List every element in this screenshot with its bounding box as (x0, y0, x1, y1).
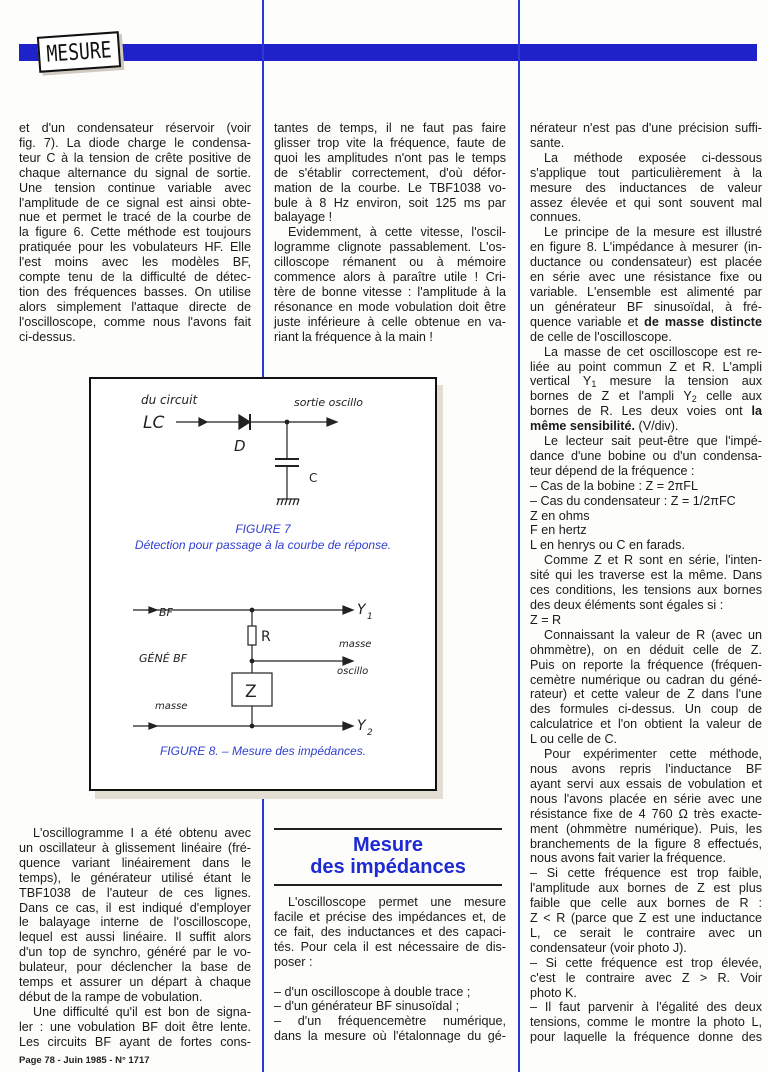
paragraph: – Si cette fréquence est trop élevée, c'est le contraire avec Z > R. Voir photo K. (530, 955, 762, 1000)
section-heading-line-2: des impédances (310, 856, 466, 878)
formula-list: – Cas de la bobine : Z = 2πFL – Cas du condensateur : Z = 1/2πFC Z en ohms F en hertz L en henrys ou C en farads. (530, 479, 762, 554)
list-item: – d'un fréquencemètre numérique, (274, 1014, 506, 1029)
column-3-text (530, 121, 762, 1045)
column-divider-1 (262, 0, 264, 378)
column-1-top-text (19, 121, 251, 345)
fig8-label-masse-in: masse (155, 701, 188, 712)
figure-7-caption-title: FIGURE 7 (235, 522, 291, 536)
paragraph: Connaissant la valeur de R (avec un ohmmètre), on en déduit celle de Z. Puis on reporte la fréquence (fréquen- cemètre numérique ou cadran du géné- rateur) et cette valeur de Z dans l'une des formules ci-dessus. Un coup de calculatrice et l'on obtient la valeur de L ou celle de C. (530, 627, 762, 747)
section-header-bar (19, 44, 757, 61)
section-tag (37, 31, 121, 73)
formula: – Cas de la bobine : Z = 2πFL (530, 478, 698, 493)
fig8-label-y1-sub: 1 (367, 612, 373, 622)
figure-8-caption: FIGURE 8. – Mesure des impédances. (159, 744, 367, 758)
paragraph: nérateur n'est pas d'une précision suffi- sante. (530, 121, 762, 150)
paragraph: La méthode exposée ci-dessous s'applique tout particulièrement à la mesure des inductances de valeur assez élevée et qui sont souvent mal connues. (530, 150, 762, 225)
list-item: – d'un générateur BF sinusoïdal ; (274, 999, 460, 1014)
column-divider-1-lower (262, 790, 264, 1072)
column-1-bottom-text (19, 826, 251, 1050)
equality: Z = R (530, 612, 562, 627)
paragraph: La masse de cet oscilloscope est re- liée au point commun Z et R. L'ampli vertical $Y_1$ mesure la tension aux bornes de Z et l'ampli $Y_2$ celle aux bornes de R. Les deux voies ont la même sensibilité. (V/div). (530, 344, 762, 434)
fig8-label-r: R (261, 629, 271, 645)
paragraph: Pour expérimenter cette méthode, nous avons repris l'inductance BF ayant servi aux essais de vobulation et nous l'avons placée en série avec une résistance fixe de 4 760 Ω très exacte- ment (ohmmètre numérique). Puis, les branchements de la figure 8 effectués, nous avons fait varier la fréquence. (530, 747, 762, 866)
paragraph: – Il faut parvenir à l'égalité des deux tensions, comme le montre la photo L, pour laquelle la fréquence donne des (530, 1000, 762, 1045)
section-heading (274, 828, 502, 886)
figure-7-diagram (176, 414, 337, 505)
fig8-label-gene-bf: GÉNÉ BF (139, 652, 188, 665)
circuit-diagrams (91, 379, 435, 789)
column-2-bottom-text (274, 895, 506, 1044)
fig8-label-z: Z (245, 682, 257, 702)
page-footer: Page 78 - Juin 1985 - N° 1717 (19, 1055, 150, 1066)
column-2-top-text (274, 121, 506, 345)
paragraph: Le lecteur sait peut-être que l'impé- dance d'une bobine ou d'un condensa- teur dépend de la fréquence : (530, 434, 762, 478)
fig8-label-y1: Y (357, 602, 366, 618)
figure-7-caption-text: Détection pour passage à la courbe de réponse. (134, 538, 392, 552)
formula: – Cas du condensateur : Z = 1/2πFC (530, 493, 736, 508)
paragraph: Evidemment, à cette vitesse, l'oscil- logramme clignote passablement. L'os- cilloscope rémanent ou à mémoire commence alors à paraître utile ! Cri- tère de bonne vitesse : l'amplitude à la résonance en mode vobulation doit être juste inférieure à celle obtenue en va- riant la fréquence à la main ! (274, 225, 506, 344)
column-divider-2 (518, 0, 520, 1072)
fig7-label-diode: D (234, 437, 246, 455)
paragraph: Comme Z et R sont en série, l'inten- sité qui les traverse est la même. Dans ces conditions, les tensions aux bornes des deux éléments sont égales si : Z = R (530, 553, 762, 627)
paragraph: tantes de temps, il ne faut pas faire glisser trop vite la fréquence, faute de quoi les amplitudes n'ont pas le temps de s'établir correctement, d'où défor- mation de la courbe. Le TBF1038 vo- bule à 8 Hz environ, soit 125 ms par balayage ! (274, 121, 506, 225)
fig7-label-output: sortie oscillo (294, 396, 364, 409)
fig7-label-capacitor: C (309, 471, 318, 485)
fig7-label-lc: LC (143, 413, 165, 433)
paragraph: Le principe de la mesure est illustré en figure 8. L'impédance à mesurer (in- ductance ou condensateur) est placée en série avec une résistance fixe ou variable. L'ensemble est alimenté par un générateur BF sinusoïdal, à fré- quence variable et de masse distincte de celle de l'oscilloscope. (530, 225, 762, 344)
equipment-list: – d'un oscilloscope à double trace ; – d'un générateur BF sinusoïdal ; – d'un fréquencemètre numérique, dans la mesure où l'étalonnage du gé- (274, 984, 506, 1044)
fig8-label-y2-sub: 2 (367, 728, 373, 738)
paragraph: L'oscilloscope permet une mesure facile et précise des impédances et, de ce fait, des inductances et des capaci- tés. Pour cela il est nécessaire de dis- poser : (274, 895, 506, 969)
fig8-label-masse-out: masse (339, 639, 372, 650)
fig8-label-bf: BF (159, 606, 173, 619)
paragraph: et d'un condensateur réservoir (voir fig. 7). La diode charge le condensa- teur C à la tension de crête positive de chaque alternance du signal de sortie. Une tension continue variable avec l'amplitude de ce signal est ainsi obte- nue et permet le tracé de la courbe de la figure 6. Cette méthode est toujours pratiquée pour les vobulateurs HF. Elle l'est moins avec les modèles BF, compte tenu de la difficulté de détec- tion des fréquences basses. On utilise alors simplement l'attaque directe de l'oscilloscope, comme nous l'avons fait ci-dessus. (19, 121, 251, 344)
paragraph: Une difficulté qu'il est bon de signa- ler : une vobulation BF doit être lente. Les circuits BF ayant de fortes cons- (19, 1004, 251, 1049)
section-heading-line-1: Mesure (352, 834, 424, 856)
fig8-label-oscillo: oscillo (337, 666, 369, 677)
figure-box (89, 377, 437, 791)
paragraph: L'oscillogramme I a été obtenu avec un oscillateur à glissement linéaire (fré- quence variant linéairement dans le temps), le générateur utilisé étant le TBF1038 de l'auteur de ces lignes. Dans ce cas, il est indiqué d'employer le balayage interne de l'oscilloscope, lequel est aussi linéaire. Il suffit alors d'un top de synchro, généré par le vo- bulateur, pour déclencher la base de temps et assurer un départ à chaque début de la rampe de vobulation. (19, 826, 251, 1004)
list-item: – d'un oscilloscope à double trace ; (274, 984, 471, 999)
paragraph: – Si cette fréquence est trop faible, l'amplitude aux bornes de Z est plus faible que celle aux bornes de R : Z < R (parce que Z est une inductance L, ce serait le contraire avec un condensateur (voir photo J). (530, 866, 762, 955)
fig7-label-du-circuit: du circuit (141, 393, 198, 407)
section-tag-label: MESURE (45, 36, 113, 68)
fig8-label-y2: Y (357, 718, 366, 734)
